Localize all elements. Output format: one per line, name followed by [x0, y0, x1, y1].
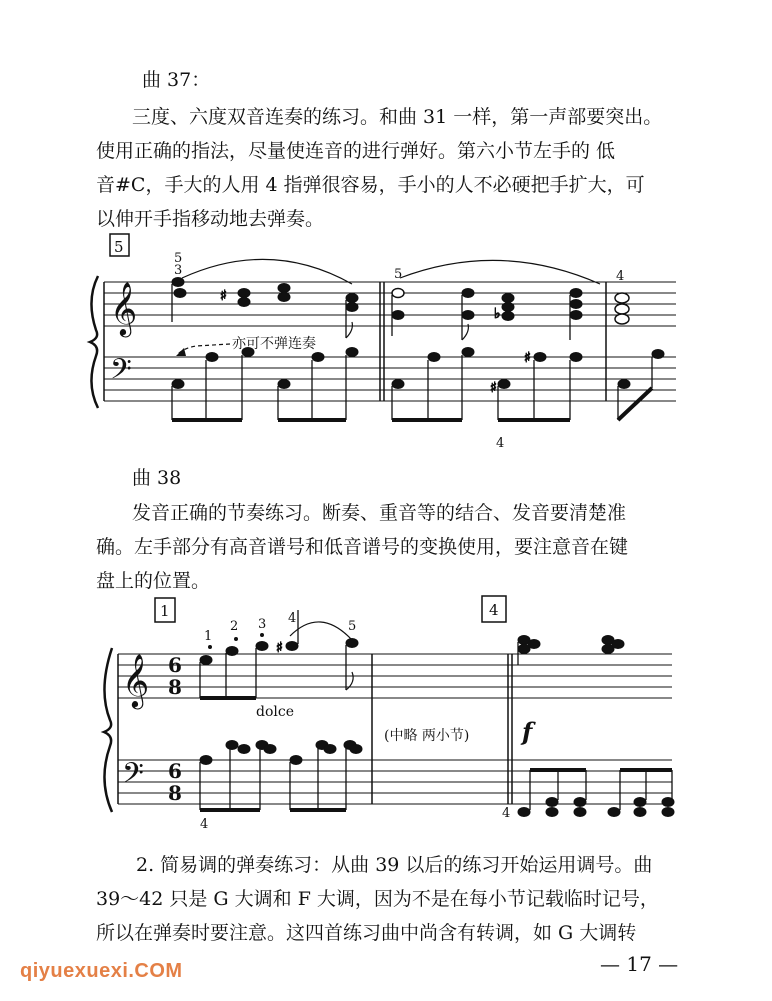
- section2-line-3: 所以在弹奏时要注意。这四首练习曲中尚含有转调，如 G 大调转: [96, 922, 637, 944]
- piece37-line-2: 使用正确的指法，尽量使连音的进行弹好。第六小节左手的 低: [96, 140, 616, 162]
- p38-brace: [104, 648, 112, 812]
- watermark-logo: qiyuexuexi.COM: [20, 960, 183, 982]
- page-number: — 17 —: [600, 952, 679, 976]
- p38-bass-notes: [200, 741, 674, 817]
- p37-annotation-text: 亦可不弹连奏: [232, 336, 316, 352]
- svg-text:8: 8: [168, 781, 182, 805]
- svg-text:♯: ♯: [524, 350, 531, 366]
- p38-omitted-text: (中略 两小节): [384, 728, 470, 744]
- p38-fingering-4: 4: [288, 611, 297, 626]
- p37-fingering-3: 3: [174, 263, 183, 278]
- p38-fingering-1: 1: [204, 629, 213, 644]
- p37-fingering-4-low: 4: [496, 436, 505, 451]
- p38-measure-number-2: 4: [489, 601, 499, 619]
- svg-text:♯: ♯: [276, 640, 283, 656]
- p38-bass-clef-icon: 𝄢: [122, 757, 144, 797]
- p38-fingering-lower: 4: [200, 817, 209, 832]
- p38-fingering-lower-2: 4: [502, 806, 511, 821]
- p38-forte: f: [522, 717, 533, 746]
- p38-bass-staff: [118, 760, 672, 804]
- svg-text:♯: ♯: [490, 380, 497, 396]
- piece37-line-1: 三度、六度双音连奏的练习。和曲 31 一样，第一声部要突出。: [132, 106, 663, 128]
- piece38-line-3: 盘上的位置。: [96, 570, 211, 592]
- p37-fingering-5: 5: [174, 251, 183, 266]
- p38-slur: [290, 622, 352, 640]
- p38-time-sig-bass: [168, 759, 182, 805]
- piece38-heading: 曲 38: [132, 467, 182, 489]
- svg-text:♭: ♭: [494, 306, 501, 322]
- p38-measure-number-1: 1: [160, 602, 170, 620]
- p38-time-sig-treble: [168, 653, 182, 699]
- p37-fingering-5b: 5: [394, 267, 403, 282]
- piece38-line-2: 确。左手部分有高音谱号和低音谱号的变换使用，要注意音在键: [96, 536, 629, 558]
- p37-fingering-4: 4: [616, 269, 625, 284]
- svg-text:♯: ♯: [220, 288, 227, 304]
- svg-text:6: 6: [168, 653, 182, 677]
- p38-treble-clef-icon: 𝄞: [122, 653, 150, 707]
- piece37-line-4: 以伸开手指移动地去弹奏。: [96, 208, 325, 230]
- p38-dolce: dolce: [256, 704, 294, 720]
- section2-line-1: 2. 简易调的弹奏练习：从曲 39 以后的练习开始运用调号。曲: [136, 854, 653, 876]
- p37-measure-number: 5: [114, 238, 124, 256]
- piece37-heading: 曲 37：: [142, 69, 211, 91]
- p37-treble-clef-icon: 𝄞: [110, 281, 138, 335]
- p38-fingering-5: 5: [348, 619, 357, 634]
- piece37-line-3: 音#C，手大的人用 4 指弹很容易，手小的人不必硬把手扩大，可: [96, 174, 645, 196]
- p38-fingering-3: 3: [258, 617, 267, 632]
- section2-line-2: 39～42 只是 G 大调和 F 大调，因为不是在每小节记载临时记号，: [96, 888, 659, 910]
- p38-fingering-2: 2: [230, 619, 239, 634]
- p37-bass-clef-icon: 𝄢: [110, 353, 132, 393]
- svg-text:8: 8: [168, 675, 182, 699]
- piece38-line-1: 发音正确的节奏练习。断奏、重音等的结合、发音要清楚准: [132, 502, 627, 524]
- svg-text:6: 6: [168, 759, 182, 783]
